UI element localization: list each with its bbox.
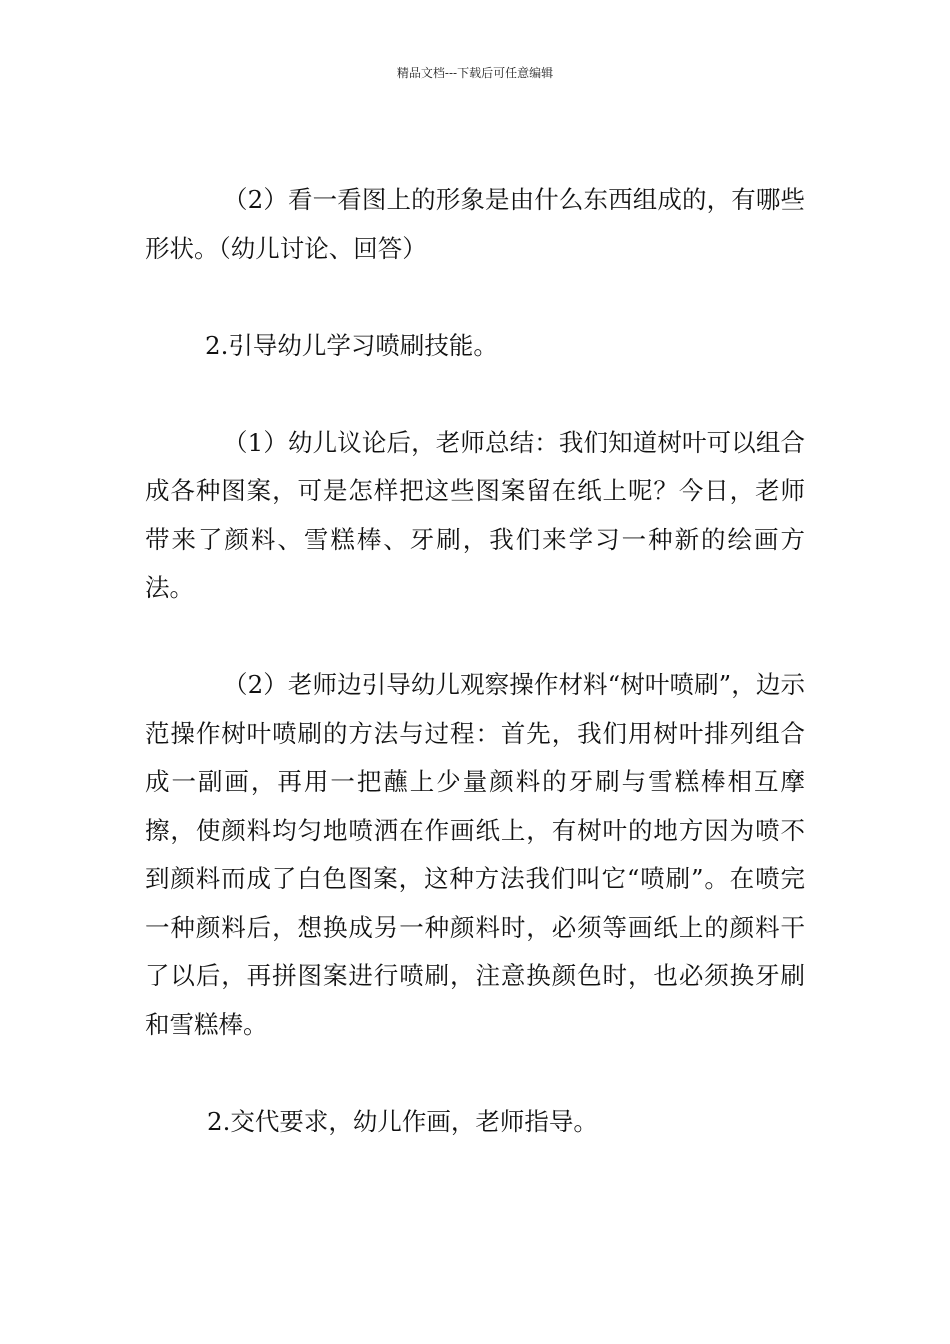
paragraph-gap	[145, 1049, 805, 1098]
paragraph-teacher-summary: （1）幼儿议论后，老师总结：我们知道树叶可以组合成各种图案，可是怎样把这些图案留在纸上呢？今日，老师带来了颜料、雪糕棒、牙刷，我们来学习一种新的绘画方法。	[145, 427, 805, 602]
paragraph-gap	[145, 273, 805, 322]
paragraph-gap	[145, 370, 805, 419]
paragraph-step-2-heading: 2.引导幼儿学习喷刷技能。	[205, 330, 498, 360]
paragraph-spray-demo: （2）老师边引导幼儿观察操作材料“树叶喷刷”，边示范操作树叶喷刷的方法与过程：首先，我们用树叶排列组合成一副画，再用一把蘸上少量颜料的牙刷与雪糕棒相互摩擦，使颜料均匀地喷洒在作画纸上，有树叶的地方因为喷不到颜料而成了白色图案，这种方法我们叫它“喷刷”。在喷完一种颜料后，想换成另一种颜料时，必须等画纸上的颜料干了以后，再拼图案进行喷刷，注意换颜色时，也必须换牙刷和雪糕棒。	[145, 670, 805, 1039]
paragraph-observe-shapes: （2）看一看图上的形象是由什么东西组成的，有哪些形状。（幼儿讨论、回答）	[145, 185, 805, 263]
paragraph-requirements: 2.交代要求，幼儿作画，老师指导。	[207, 1106, 598, 1136]
page-header: 精品文档---下载后可任意编辑	[396, 66, 554, 80]
paragraph-gap	[145, 613, 805, 662]
document-body	[145, 176, 805, 1146]
